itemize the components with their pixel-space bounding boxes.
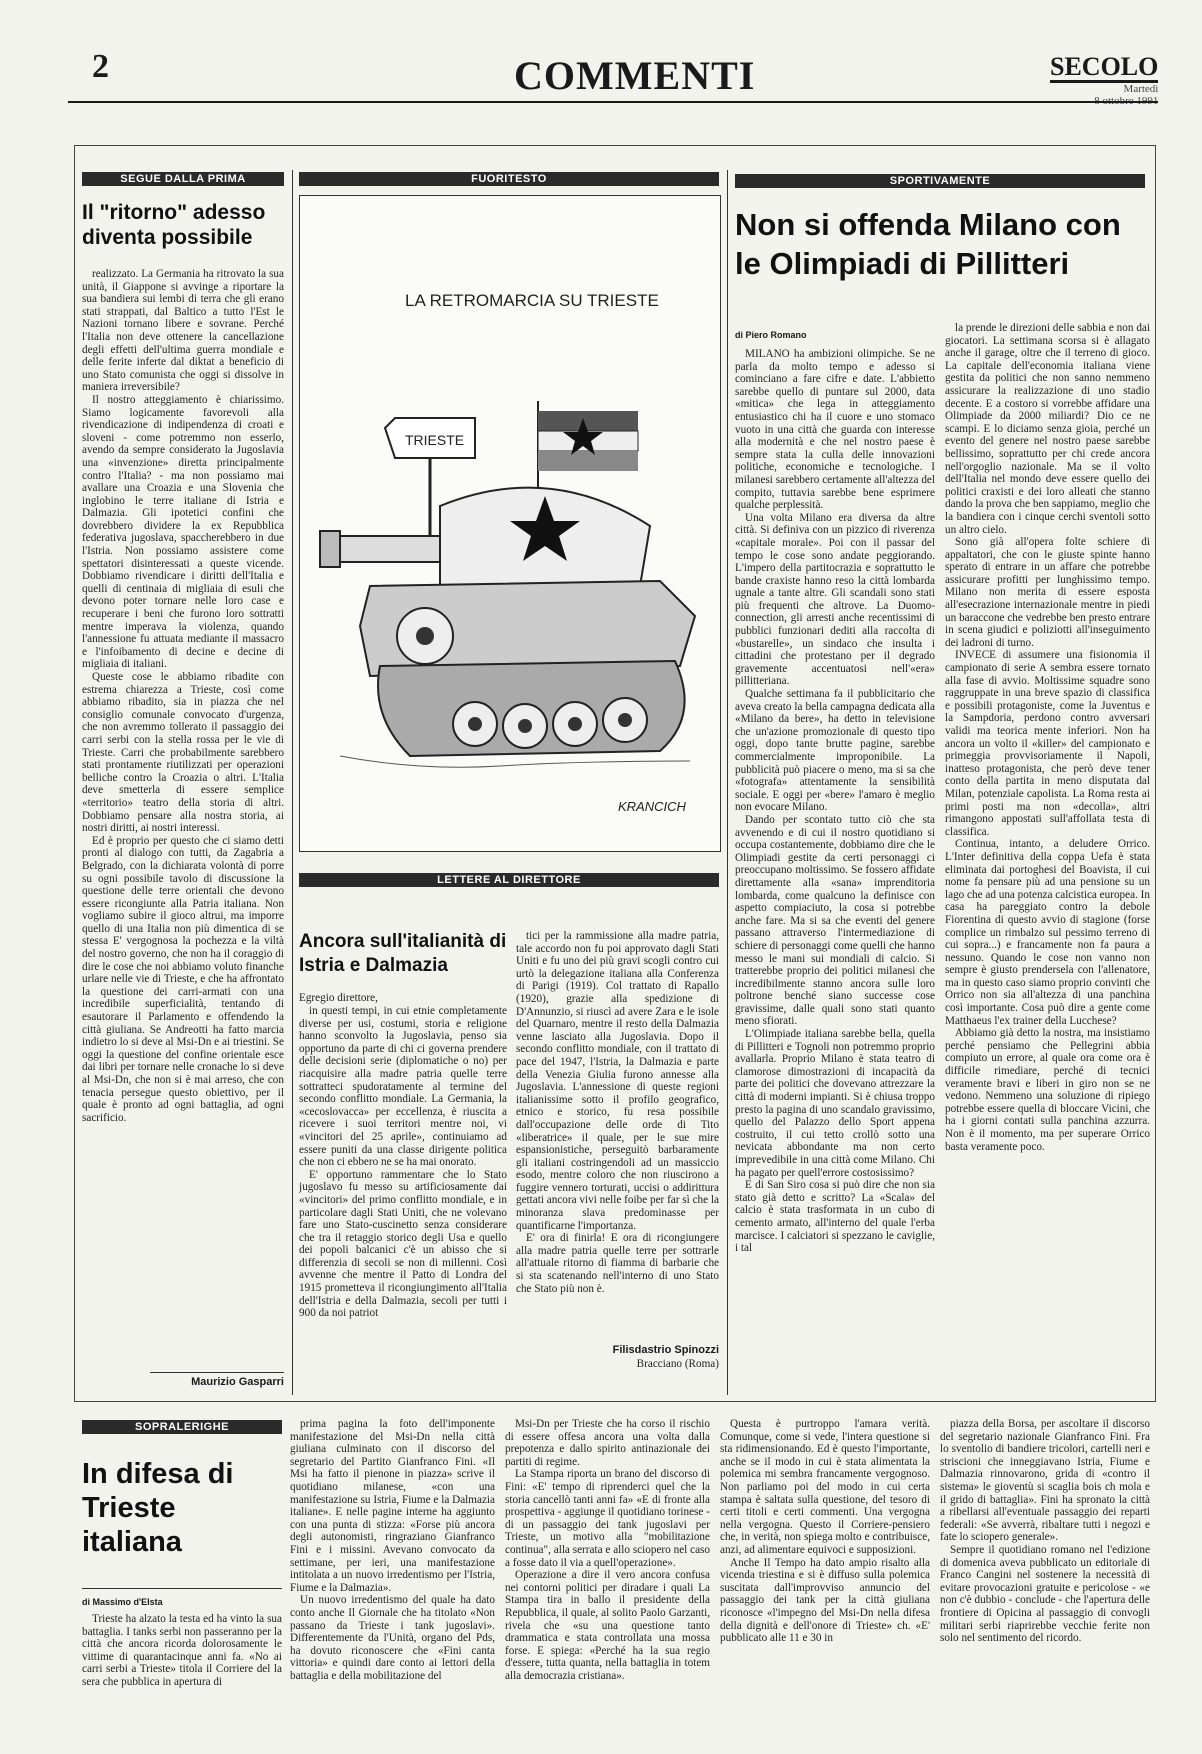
col1-signature: Maurizio Gasparri [191,1376,284,1388]
sport-b-paragraph: Abbiamo già detto la nostra, ma insistiamo perché pensiamo che Pellegrini abbia compiuto un errore, al quale ora come ora è difficile rimediare, perché di tecnici veramente bravi e liberi in giro non se ne vedono. Nemmeno una soluzione di ripiego potrebbe essere quella di bloccare Vicini, che ha i giorni contati sulla panchina azzurra. Non è il momento, ma per superare Orrico basta veramente poco. [945,1027,1150,1153]
bottom-2-paragraph: Un nuovo irredentismo del quale ha dato conto anche Il Giornale che ha titolato «Non passano da Trieste i tank jugoslavi». Differentemente da l'Unità, organo del Pds, ha dovuto riconoscere che «Fini canta vittoria» e quindi dare conto ai lettori della battaglia e della mobilitazione del [290,1594,495,1682]
bottom-5-paragraph: piazza della Borsa, per ascoltare il discorso del segretario nazionale Gianfranco Fini. Fra lo sventolio di bandiere tricolori, cartelli neri e striscioni che inneggiavano Istria, Fiume e Dalmazia rinnovarono, grida di «contro il sistema» le gioventù si scaglia bois ch mola e il grido di battaglia». Fini ha spronato la città a ribellarsi all'eventuale passaggio dei reparti federali: «Se avverrà, ribaltare tutti i negozi e fate lo sciopero generale». [940,1418,1150,1544]
bottom-3-paragraph: Operazione a dire il vero ancora confusa nei contorni politici per diradare i quali La Stampa tira in ballo il presidente della Repubblica, il quale, al solito Paolo Garzanti, rivela che «su una questione tanto drammatica e stata controllata una mossa forse. E spiega: «Perché ha la sua regio d'essere, tutta quanta, nella battaglia in totem alla democrazia cristiana». [505,1569,710,1682]
sport-b-paragraph: la prende le direzioni delle sabbia e non dai giocatori. La settimana scorsa si è allagato anche il garage, oltre che il terreno di gioco. La capitale dell'economia italiana viene gestita da politici che non sanno nemmeno assicurare la realizzazione di uno stadio decente. E a costoro si vorrebbe affidare una Olimpiade da 2000 miliardi? Dio ce ne scampi. E lo diciamo senza gioia, perché un evento del genere nel nostro paese sarebbe bellissimo, soprattutto per chi crede ancora nell'orgoglio nazionale. Ma se il volto dell'Italia nel mondo deve essere quello dei politici craxisti e dei loro alleati che stanno dando la prova che ben sappiamo, meglio che la bandiera con i cinque cerchi sventoli sotto un altro cielo. [945,322,1150,536]
sport-a-paragraph: Una volta Milano era diversa da altre città. Si definiva con un pizzico di riverenza «capitale morale». Poi con il passar del tempo le cose sono andate peggiorando. L'impero della partitocrazia e soprattutto le bande craxiste hanno reso la città lombarda ugnale a tante altre. Gli scandali sono stati più frequenti che altrove. La Duomo-connection, gli arresti anche recentissimi di pubblici funzionari dediti alla raccolta di «bustarelle», un sindaco che insulta i cittadini che protestano per il degrado gravemente accentuatosi nell'«era» pillitteriana. [735,511,935,688]
column-divider-2 [727,170,728,1395]
letters-kicker: LETTERE AL DIRETTORE [299,873,719,887]
bottom-col-2 [290,1418,495,1751]
col1-article [82,268,284,1383]
cartoon-kicker: FUORITESTO [299,172,719,186]
bottom-col-5 [940,1418,1150,1751]
bottom-4-paragraph: Questa è purtroppo l'amara verità. Comunque, come si vede, l'intera questione si sta ridimensionando. Ed è questo l'importante, anche se il modo in cui è stata alimentata la polemica mi sembra francamente vergognoso. Non parliamo poi del modo in cui certa stampa è saltata sulla questione, del tesoro di certi titoli e certi commenti. Una vergogna nella vergogna. Questo il Corriere-pensiero che, in verità, non spiega molto e contribuisce, anzi, ad alimentare equivoci e supposizioni. [720,1418,930,1556]
bottom-rule [82,1588,282,1589]
sport-col-a [735,348,935,1385]
col1-paragraph: Il nostro atteggiamento è chiarissimo. Siamo logicamente favorevoli alla rivendicazione di indipendenza di croati e sloveni - come potremmo non esserlo, avendo da sempre considerato la Jugoslavia una «invenzione» diretta principalmente contro l'Italia? - ma non possiamo mai avallare una Croazia e una Slovenia che inglobino le terre italiane di Istria e Dalmazia. Gli ipotetici confini che dovrebbero dividere la ex Repubblica federativa jugoslava, spaccherebbero in due l'Istria. Non possiamo assistere come spettatori disinteressati a queste vicende. Dobbiamo rivendicare i diritti dell'Italia e quelli di centinaia di migliaia di esuli che devono poter tornare nelle loro case e recuperare i beni che furono loro sottratti mentre imperava la violenza, quando l'annessione fu attuata mediante il massacro e l'infoibamento di decine e decine di migliaia di italiani. [82,393,284,671]
sport-a-paragraph: E di San Siro cosa si può dire che non sia stato già detto e scritto? La «Scala» del calcio è stata trasformata in un cubo di cemento armato, all'interno del quale l'erba marcisce. I calciatori si spezzano le caviglie, i tal [735,1179,935,1255]
sport-b-paragraph: Continua, intanto, a deludere Orrico. L'Inter definitiva della coppa Uefa è stata eliminata dai portoghesi del Boavista, il cui nome fa pensare più ad una pensione su un lago che ad una potenza calcistica europea. In casa ha pareggiato contro la debole Fiorentina di questo avvio di stagione (forse complice un rimbalzo sul pessimo terreno di cui sopra...) e francamente non fa paura a nessuno. Quando le cose non vanno non sempre è giusto prendersela con l'allenatore, ma in questo caso siamo proprio convinti che Orrico non sia all'altezza di una panchina così importante. Cosa può dire a gente come Matthaeus l'ex trainer della Lucchese? [945,838,1150,1027]
sport-a-paragraph: Qualche settimana fa il pubblicitario che aveva creato la bella campagna dedicata alla «Milano da bere», ha detto in televisione che un'azione promozionale di questo tipo oggi, dopo tante brutte pagine, sarebbe commercialmente improponibile. La pubblicità può piacere o meno, ma si sa che «fotografa» attentamente la sensibilità sociale. E oggi per «bere» l'amaro è meglio non evocare Milano. [735,688,935,814]
col1-kicker: SEGUE DALLA PRIMA [82,172,284,186]
bottom-kicker: SOPRALERIGHE [82,1420,282,1434]
sport-col-b [945,322,1150,1385]
sport-b-paragraph: Sono già all'opera folte schiere di appaltatori, che con le giuste spinte hanno sperato di entrare in un affare che potrebbe assicurare profitti per lunghissimo tempo. Milano non merita di essere esposta all'esecrazione internazionale mentre in piedi un baraccone che vedrebbe ben presto entrare in scena giudici e poliziotti all'inseguimento dei ladroni di turno. [945,536,1150,649]
sport-b-paragraph: INVECE di assumere una fisionomia il campionato di serie A sembra essere tornato alla fase di avvio. Moltissime squadre sono raggruppate in una breve spazio di classifica e possibili protagoniste, come la Juventus e la Sampdoria, perdono contro avversari validi ma teorica mente inferiori. Non ha ancora un volto il «killer» del campionato e primeggia provvisoriamente il Napoli, inatteso protagonista, che però deve tener conto della partita in meno disputata dal Milan, potenziale capolista. La Roma resta ai primi posti ma non «decolla», altri rimangono appostati sull'affollata testa di classifica. [945,649,1150,838]
letters-headline: Ancora sull'italianità di Istria e Dalmazia [299,931,507,976]
sport-kicker: SPORTIVAMENTE [735,174,1145,188]
trieste-sign-label: TRIESTE [405,432,465,448]
bottom-3-paragraph: La Stampa riporta un brano del discorso di Fini: «E' tempo di riprenderci quel che la storia cancellò tanti anni fa» «E di fronte alla prospettiva - aggiunge il quotidiano torinese - di un passaggio dei tank jugoslavi per Trieste, un motivo alla "mobilitazione continua", alla serrata e allo sciopero nel caso a fosse dato il via a quell'operazione». [505,1468,710,1569]
letters-b-paragraph: E' ora di finirla! E ora di ricongiungere alla madre patria quelle terre per sottrarle all'attuale ritorno di fiamma di barbarie che si sta scatenando nell'interno di uno Stato che Stato più non è. [516,1232,719,1295]
cartoon-artist: KRANCICH [618,799,686,814]
col1-paragraph: Ed è proprio per questo che ci siamo detti pronti al dialogo con tutti, da Zagabria a Belgrado, con la dichiarata volontà di porre su ogni possibile tavolo di discussione la questione delle terre orientali che devono essere ricongiunte alla Patria italiana. Non vogliamo subire il gioco altrui, ma imporre quello di una Italia non più dimentica di se stessa E' vergognosa la pochezza e la viltà del nostro governo, che non ha il coraggio di dire le cose che noi abbiamo voluto finanche urlare nelle vie di Trieste, e che ha affrontato la questione dei carri-armati con una incredibile superficialità, tentando di esautorare il Parlamento e offendendo la città giuliana. Se Andreotti ha fatto marcia indietro lo si deve al Msi-Dn e ai triestini. Se oggi la questione del confine orientale esce dai libri per tornare nelle cronache lo si deve al Msi-Dn, che non si è mai arreso, che con tenacia persegue questo obiettivo, per il quale è pronto ad ogni battaglia, ad ogni sacrificio. [82,834,284,1124]
masthead [1050,54,1158,107]
bottom-col-3 [505,1418,710,1751]
masthead-day: Martedì [1123,83,1159,95]
cartoon-caption: LA RETROMARCIA SU TRIESTE [405,291,659,310]
bottom-col-1 [82,1613,282,1751]
cartoon [299,195,721,852]
bottom-byline: di Massimo d'Elsta [82,1597,163,1607]
bottom-4-paragraph: Anche Il Tempo ha dato ampio risalto alla vicenda triestina e si è diffuso sulla polemica suscitata dall'improvviso annuncio del passaggio dei tank per la città giuliana riconosce «l'impegno del Msi-Dn nella difesa della dignità e dell'onore di Trieste» ch. «E' pubblicato alle 11 e 30 in [720,1556,930,1645]
page-number: 2 [92,48,109,85]
bottom-col-4 [720,1418,930,1751]
sport-a-paragraph: MILANO ha ambizioni olimpiche. Se ne parla da molto tempo e adesso si cominciano a fare cifre e date. L'abbietto sarebbe quello di puntare sul 2000, data «mitica» che lega in atteggiamento entusiastico chi ha il cuore e uno stomaco vuoto in una città che guarda con interesse alla modernità e che nel nostro paese è sempre stata la culla delle innovazioni politiche, economiche e tecnologiche. I milanesi sarebbero certamente all'altezza del compito, tuttavia sarebbe bene esprimere qualche perplessità. [735,348,935,512]
letters-col-a [299,1005,507,1380]
letters-signature: Filisdastrio Spinozzi [612,1344,719,1356]
letters-b-paragraph: tici per la rammissione alla madre patria, tale accordo non fu poi approvato dagli Stati Uniti e fu uno dei più gravi scogli contro cui urtò la delegazione italiana alla Conferenza di Parigi (1919). Col trattato di Rapallo (1920), grazie alla spedizione di D'Annunzio, si riuscì ad avere Zara e le isole del Quarnaro, mentre il resto della Dalmazia venne lasciato alla Jugoslavia. Dopo il secondo conflitto mondiale, con il trattato di pace del 1947, l'Istria, la Dalmazia e parte della Venezia Giulia furono annesse alla Jugoslavia. L'annessione di queste regioni italianissime sotto il profilo geografico, etnico e storico, fu resa possibile dall'occupazione delle orde di Tito «liberatrice» il quale, per le sue mire espansionistiche, perseguitò barbaramente gli italiani costringendoli ad un massiccio esodo, mentre coloro che non riuscirono a fuggire vennero torturati, uccisi o addirittura gettati ancora vivi nelle foibe per far sì che la minoranza slava predominasse per quantificarne l'importanza. [516,930,719,1232]
col1-paragraph: realizzato. La Germania ha ritrovato la sua unità, il Giappone si avvinge a riportare la sua bandiera sui lembi di terra che gli erano stati strappati, dal Baltico a tutto l'Est le Nazioni tornano libere e sovrane. Perché l'Italia non deve ottenere la cancellazione degli effetti dell'ultima guerra mondiale e delle ferite inferte dal diktat a beneficio di uno Stato comunista che oggi si dissolve in maniera irreversibile? [82,268,284,394]
letters-col-b [516,930,719,1342]
letters-a-paragraph: E' opportuno rammentare che lo Stato jugoslavo fu messo su artificiosamente dai «vincitori» del primo conflitto mondiale, e in particolare dagli Stati Uniti, che ne volevano fare uno Stato-cuscinetto senza considerare che tra il retaggio storico degli Usa e quello dei popoli balcanici c'è un abisso che si differenzia di secoli se non di millenni. Così avvenne che mentre il Patto di Londra del 1915 prometteva il ricongiungimento all'Italia dell'Istria e della Dalmazia, secoli per tutti i 900 da noi patriot [299,1168,507,1320]
bottom-5-paragraph: Sempre il quotidiano romano nel l'edizione di domenica aveva pubblicato un editoriale di Franco Cangini nel sostenere la necessità di evitare provocazioni gratuite e pericolose - «e non c'è dubbio - conclude - che l'apertura delle frontiere di Opicina al passaggio di convogli militari serbi riaprirebbe vecchie ferite non solo nel sentimento del ricordo. [940,1543,1150,1645]
col1-headline: Il "ritorno" adesso diventa possibile [82,201,266,249]
sport-a-paragraph: L'Olimpiade italiana sarebbe bella, quella di Pillitteri e Tognoli non potremmo proprio avallarla. Proprio Milano è stata teatro di clamorose dimostrazioni di incapacità da parte dei politici che dovevano attrezzare la città di moderni impianti. Si è chiusa troppo presto la pagina di uno scandalo gravissimo, quello del Palazzo dello Sport appena costruito, il cui tetto crollò sotto una nevicata abbondante ma non certo imprevedibile in una città come Milano. Chi ha pagato per quell'errore costosissimo? [735,1028,935,1179]
letters-salutation: Egregio direttore, [299,992,378,1004]
bottom-1-paragraph: Trieste ha alzato la testa ed ha vinto la sua battaglia. I tanks serbi non passeranno per la città che ancora ricorda dolorosamente le vittime di quarantacinque anni fa. «No ai carri serbi a Trieste» titola il Corriere del la sera che pubblica in apertura di [82,1613,282,1688]
col1-sig-rule [150,1372,284,1373]
letters-location: Bracciano (Roma) [636,1358,719,1370]
header-rule [68,101,1158,103]
bottom-3-paragraph: Msi-Dn per Trieste che ha corso il rischio di essere offesa ancora una volta dalla prepotenza e dallo spirito antinazionale dei partiti di regime. [505,1418,710,1468]
masthead-logo: SECOLO [1050,52,1159,81]
sport-a-paragraph: Dando per scontato tutto ciò che sta avvenendo e di cui il nostro quotidiano si occupa costantemente, dobbiamo dire che le Olimpiadi gestite da certi personaggi ci preoccupano moltissimo. Se fossero affidate direttamente alla «sana» imprenditoria lombarda, come qualcuno la definisce con aspetto compiaciuto, la cosa si potrebbe anche fare. Ma si sa che eventi del genere passano attraverso l'intermediazione di schiere di personaggi come quelli che hanno messo le mani sui mondiali di calcio. Si tratterebbe proprio dei politici milanesi che incredibilmente stanno ancora sulle loro poltrone benché siano successe cose gravissime, dalle quali sono stati quanto meno sfiorati. [735,813,935,1028]
section-title: COMMENTI [514,53,756,98]
col1-paragraph: Queste cose le abbiamo ribadite con estrema chiarezza a Trieste, così come abbiamo ribadito, sia in piazza che nel consiglio comunale convocato d'urgenza, che non avremmo tollerato il passaggio dei carri serbi con la stella rossa per le vie di Trieste. Carri che probabilmente sarebbero stati prontamente riutilizzati per operazioni belliche contro la Croazia o altri. L'Italia deve smetterla di essere semplice «territorio» teatro della storia di altri. Dobbiamo pensare alla nostra storia, ai nostri diritti, ai nostri interessi. [82,671,284,835]
sport-byline: di Piero Romano [735,330,807,340]
bottom-2-paragraph: prima pagina la foto dell'imponente manifestazione del Msi-Dn nella città giuliana culminato con il discorso del segretario del Partito Gianfranco Fini. «Il Msi ha fatto il pienone in piazza» scrive il quotidiano milanese, «con una manifestazione su Istria, Fiume e la Dalmazia italiane». E nelle pagine interne ha aggiunto con una punta di stizza: «Forse più ancora degli autonomisti, ringraziano Gianfranco Fini e i missini. Avevano convocato da settimane, per ieri, una manifestazione intitolata a un nuovo irredentismo per l'Istria, Fiume e la Dalmazia». [290,1418,495,1594]
column-divider [292,170,293,1395]
sport-headline: Non si offenda Milano con le Olimpiadi di Pillitteri [735,207,1121,281]
tank-drawing [300,196,720,851]
bottom-headline: In difesa di Trieste italiana [82,1458,234,1558]
letters-a-paragraph: in questi tempi, in cui etnie completamente diverse per usi, costumi, storia e religione hanno sconvolto la Jugoslavia, penso sia opportuno da parte di chi ci governa prendere delle decisioni serie (diplomatiche o no) per riacquisire alla madre patria quelle terre sottratteci spudoratamente al termine del secondo conflitto mondiale. La Germania, la «cecoslovacca» per eccellenza, è riuscita a ricevere i suoi territori mentre noi, vi «vincitori del 25 aprile», continuiamo ad essere puniti da una classe dirigente politica che non ci ebbero ne se ha mai onorato. [299,1005,507,1169]
